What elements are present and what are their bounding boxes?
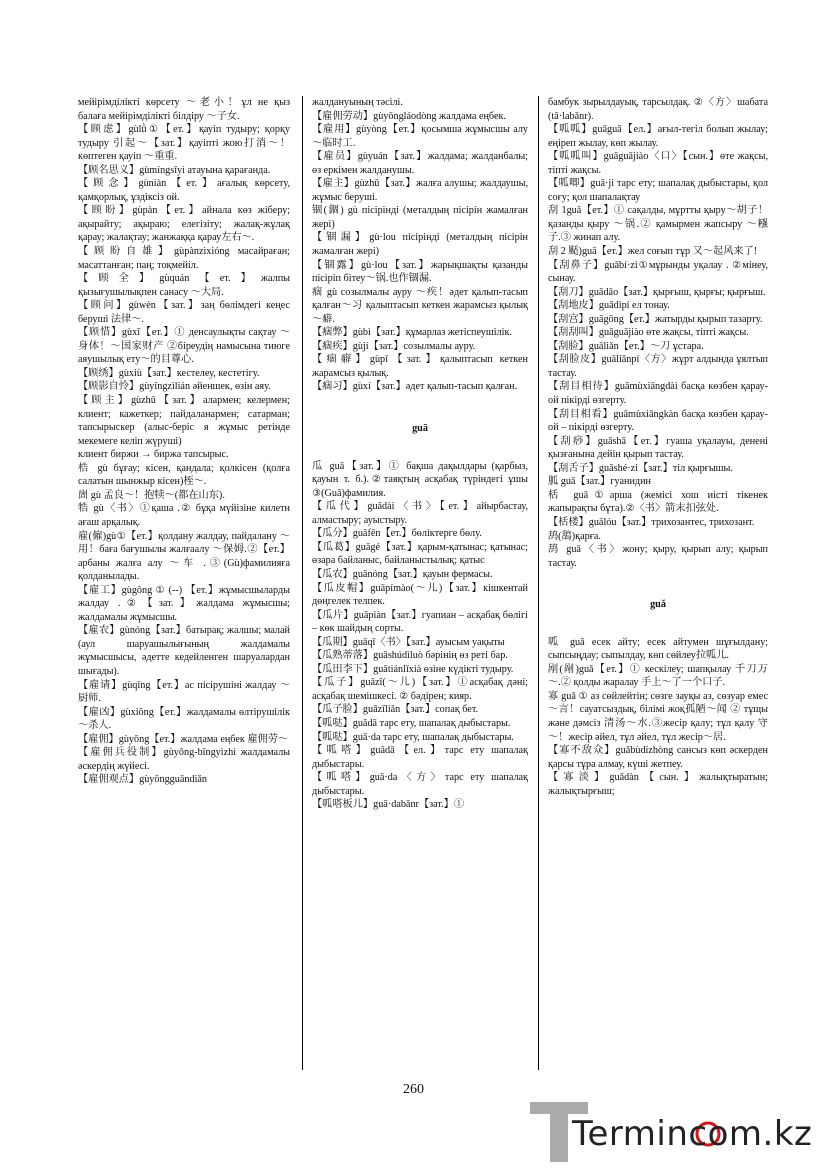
dictionary-entry: 刮 1guā【ет.】① сақалды, мұртты қыру～胡子！қазанды қыру ～锅.② қамырмен жапсыру ～糨子.③ жинап алу. (548, 205, 768, 244)
dictionary-entry: 【顾问】gùwèn【зат.】заң бөлімдегі кеңес беруші 法律～. (78, 300, 290, 325)
dictionary-entry: 【锢漏】gù·lou пісірінді (металдың пісірін жамалған жері) (312, 232, 528, 258)
dictionary-entry: 【雇凶】gùxiōng【ет.】жалдамалы өлтірушілік ～杀人. (78, 706, 290, 732)
dictionary-entry: 【刮目相看】guāmùxiāngkàn басқа көзбен қарау- ой – пікірді өзгерту. (548, 408, 768, 434)
dictionary-entry: 【痼弊】gùbì【зат.】құмарлаз жетіспеушілік. (312, 327, 512, 339)
column-3 (548, 96, 768, 798)
dictionary-entry: 【顾全】gùquán【ет.】жалпы қызығушылықпен санасу ～大局. (78, 273, 290, 298)
dictionary-entry: 【痼癖】gùpǐ【зат.】қалыптасып кеткен жарамсыз қылық. (312, 354, 528, 379)
dictionary-entry: 【瓜子脸】guāzǐliǎn【зат.】сопақ бет. (312, 704, 479, 716)
dictionary-entry: 【雇佣观点】gùyōngguāndiǎn (78, 774, 208, 786)
dictionary-entry: 栝 guā①арша (жемісі хош иісті тікенек жапырақты бұта).②〈书〉箭末扣弦处. (548, 489, 768, 515)
section-heading: guā (412, 423, 428, 435)
dictionary-entry: 【瓜片】guāpiàn【зат.】гуапиан – асқабақ бөлігі – көк шайдың сорты. (312, 609, 528, 635)
dictionary-entry: 【雇工】gùgōng ① (--) 【ет.】жұмысшыларды жалдау .②【зат.】жалдама жұмысшы; жалдамалы жұмысшы. (78, 584, 290, 623)
dictionary-entry: 【呱哒】guādā тарс ету, шапалақ дыбыстары. (312, 717, 511, 729)
page-number: 260 (403, 1082, 424, 1097)
dictionary-entry: 【雇用】gùyòng【ет.】қосымша жұмысшы алу～临时工. (312, 124, 528, 149)
logo-text: Termincom.kz (572, 1114, 813, 1154)
dictionary-entry: 【瓜熟蒂落】guāshúdìluò бәрінің өз реті бар. (312, 650, 508, 662)
column-divider-1 (302, 96, 303, 1070)
dictionary-entry: 【瓜葛】guāgé【зат.】қарым-қатынас; қатынас; өзара байланыс, байланыстылық; қатыс (312, 541, 528, 567)
dictionary-entry: 【瓜子】guāzǐ(～儿)【зат.】①асқабақ дәні; асқабақ шемішкесі. ② бәдірен; кияр. (312, 677, 528, 702)
dictionary-entry: 【刮舌子】guāshé·zi【зат.】тіл қырғышы. (548, 462, 733, 474)
dictionary-entry: 痼 gù созылмалы ауру ～疾！әдет қалып-тасып қалған～习 қалыптасып кеткен жарамсыз қылық ～癖. (312, 286, 528, 325)
termincom-logo[interactable] (530, 1098, 820, 1168)
dictionary-entry: 刮 2 颳)guā【ет.】жел соғып тұр 又～起风来了! (548, 246, 758, 258)
dictionary-entry: 【雇请】gùqǐng【ет.】ас пісірушіні жалдау ～厨师. (78, 679, 290, 705)
dictionary-entry: 【刮地皮】guādìpí ел тонау. (548, 300, 670, 312)
dictionary-entry: 【寡不敌众】guǎbùdízhòng сансыз көп әскерден қарсы тұра алмау, күші жетпеу. (548, 745, 768, 770)
dictionary-entry: 崮 gù 孟良～！抱犊～(都在山东). (78, 489, 225, 501)
section-heading: guǎ (650, 599, 666, 611)
dictionary-entry: 【雇佣兵役制】gùyōng-bīngyìzhì жалдамалы әскердің жүйесі. (78, 747, 290, 772)
dictionary-entry: 雇(僱)gù①【ет.】қолдану жалдау, пайдалану ～用！бағa бағушылы жалғаалу ～保姆.②【ет.】арбаны жалға алу ～车 .③(Gù)фамилияға қолданылады. (78, 530, 290, 583)
dictionary-entry: 【刮脸皮】guāliǎnpí〈方〉жұрт алдында ұялтып тастау. (548, 354, 768, 379)
dictionary-entry: клиент биржи → биржа тапсырыс. (78, 449, 229, 461)
dictionary-entry: 呱 guǎ есек айту; есек айтумен шұғылдану; сыпсыңдау; сыпылдау, көп сөйлеу拉呱儿. (548, 636, 768, 662)
dictionary-entry: 【顾绣】gùxiù【зат.】кестелеу, кестетігу. (78, 367, 260, 379)
dictionary-entry: 【瓜期】guāqī〈书〉【зат.】ауысым уақыты (312, 636, 505, 648)
dictionary-entry: 【雇佣劳动】gùyōngláodòng жалдама еңбек. (312, 110, 506, 122)
dictionary-entry: 【刮刮叫】guāguājiào өте жақсы, тіпті жақсы. (548, 327, 749, 339)
dictionary-entry: 【雇农】gùnóng【зат.】батырақ; жалшы; малай (аул шаруашылығының жалдамалы жұмысшысы, әдетте кедейленген шаруалардан шығады). (78, 625, 290, 677)
dictionary-entry: 牿 gù〈书〉①қаша .② бұқа мүйізіне килетн ағаш арқалық. (78, 503, 290, 528)
dictionary-entry: 【雇主】gùzhǔ【зат.】жалға алушы; жалдаушы, жұмыс беруші. (312, 178, 528, 203)
dictionary-entry: 【雇员】gùyuán【зат.】жалдама; жалданбалы; өз еркімен жалданушы. (312, 151, 528, 176)
dictionary-entry: жалдануының тәсілі. (312, 97, 403, 108)
dictionary-entry: 鸹 guā〈书〉жону; қыру, қырып алу; қырып тастау. (548, 544, 768, 569)
dictionary-entry: 【瓜农】guānóng【зат.】қауын фермасы. (312, 568, 493, 580)
dictionary-entry: 【呱呱叫】guāguājiào〈口〉【сын.】өте жақсы, тіпті жақсы. (548, 151, 768, 176)
dictionary-entry: 胍 guā【зат.】гуанидин (548, 476, 651, 488)
dictionary-entry: 【瓜分】guāfēn【ет.】бөліктерге бөлу. (312, 528, 482, 540)
dictionary-entry: 剐(剮)guǎ【ет.】① кескілеу; шапқылау 千刀万～.② қолды жаралау 手上～了一个口子. (548, 663, 768, 689)
dictionary-entry: 【痼习】gùxí【зат.】әдет қалып-тасып қалған. (312, 381, 518, 393)
dictionary-entry: мейірімділікті көрсету ～老小！ұл не қыз балаға мейірімділікті білдіру ～子女. (78, 97, 290, 122)
dictionary-entry: 【刮脸】guāliǎn【ет.】～刀 ұстара. (548, 340, 704, 352)
dictionary-entry: 【寡淡】guǎdàn【сын.】жалықтыратын; жалықтырғыш; (548, 772, 768, 797)
dictionary-entry: 【顾影自怜】gùyǐngzìlián әйеншек, өзін аяу. (78, 381, 271, 393)
dictionary-entry: 【刮宫】guāgōng【ет.】жатырды қырып тазарту. (548, 313, 763, 325)
column-2 (312, 96, 528, 812)
dictionary-entry: 【顾惜】gùxī【ет.】① денсаулықты сақтау ～身体！～国家财产 ②біреудің намысына тиюге аяушылық ету～的目尊心. (78, 327, 290, 366)
column-1 (78, 96, 290, 787)
dictionary-entry: 【刮痧】guāshā【ет.】гуаша уқалауы, денені қызғанына дейін қырып тастау. (548, 435, 768, 461)
dictionary-entry: 【呱呱】guāguā【ел.】ағыл-тегіл болып жылау; еңіреп жылау, көп жылау. (548, 124, 768, 149)
dictionary-entry: 【呱嗒】guādā【ел.】тарс ету шапалақ дыбыстары. (312, 745, 528, 770)
dictionary-entry: 瓜 guā【зат.】① бақша дақылдары (қарбыз, қауын т. б.).②таяқтың асқабақ түріндегі ұшы ③(Guā)фамилия. (312, 460, 528, 499)
dictionary-entry: 锢(錮) gù пісірінді (металдың пісірін жамалған жері) (312, 205, 528, 230)
dictionary-entry: 【呱哒】guā·da тарс ету, шапалақ дыбыстары. (312, 731, 514, 743)
dictionary-entry: 【刮鼻子】guābí·zi①мұрынды уқалау . ②мінеу, сынау. (548, 259, 768, 285)
dictionary-entry: 【顾主】gùzhǔ【зат.】алармен; келермен; клиент; кажеткер; пайдаланармен; сатарман; тапсырыскер (алыс-беріс я жұмыс ретінде мекемеге келіп жүруші) (78, 395, 290, 447)
dictionary-entry: 【刮目相待】guāmùxiāngdài басқа көзбен қарау- ой пікірді өзгерту. (548, 381, 768, 407)
column-divider-2 (538, 96, 539, 1070)
dictionary-entry: 寡 guǎ ① аз сөйлейтін; сөзге зауқы аз, сөзуар емес ～言！сауатсыздық, білімі жоқ孤陋～闻 ② тұщы және дәмсіз 清汤～水.③жесір қалу; тұл қалу 守～！жесір әйел, тұл әйел, тұл жесір～居. (548, 690, 768, 743)
dictionary-entry: 【顾盼自雄】gùpànzìxióng масайраған; масаттанған; паң; тоқмейіл. (78, 246, 290, 271)
dictionary-entry: 【顾念】gùniàn【ет.】ағалық көрсету, қамқорлық, ұздіксіз ой. (78, 178, 290, 203)
dictionary-entry: 【痼疾】gùjí【зат.】созылмалы ауру. (312, 340, 476, 352)
dictionary-entry: 【锢露】gù·lou【зат.】жарықшақты қазанды пісіріп бітеу～锅.也作锢漏. (312, 259, 528, 285)
dictionary-entry: 梏 gù бұғау; кісен, қандала; қолкісен (қолға салатын шынжыр кісен)桎～. (78, 462, 290, 488)
dictionary-entry: 【瓜代】guādài〈书〉【ет.】айырбастау, алмастыру; ауыстыру. (312, 501, 528, 526)
dictionary-entry: 【瓜田李下】guātiánlǐxià өзіне күдікті тудыру. (312, 663, 514, 675)
dictionary-entry: 【呱嗒】guā·da〈方〉тарс ету шапалақ дыбыстары. (312, 772, 528, 797)
dictionary-entry: 【栝楼】guālóu【зат.】трихозантес, трихозант. (548, 516, 755, 528)
dictionary-entry: 【顾名思义】gùmíngsīyì атауына қарағанда. (78, 164, 271, 176)
dictionary-entry: 【刮刀】guādāo【зат.】қырғыш, қырғы; қырғыш. (548, 286, 766, 298)
dictionary-entry: 【雇佣】gùyōng【ет.】жалдама еңбек 雇佣劳～ (78, 733, 289, 745)
dictionary-entry: 【瓜皮帽】guāpímào(～儿)【зат.】кішкентай дөңгелек телпек. (312, 582, 528, 608)
dictionary-entry: бамбук зырылдауық, тарсылдақ. ②〈方〉шабата (tā·labǎnr). (548, 97, 768, 122)
dictionary-entry: 【顾虑】gùlǜ①【ет.】қауіп тудыру; қорқу тудыру 引起～【зат.】қауіпті жою打消～！көптеген қауіп ～重重. (78, 124, 290, 163)
dictionary-entry: 【呱嗒板儿】guā·dabǎnr【зат.】① (312, 799, 465, 811)
dictionary-entry: 【顾盼】gùpàn【ет.】айнала көз жіберу; ақырайту; ақыраю; елегізіту; жалақ-жұлақ қарау; жалақтау; жанжаққа қарау左右～. (78, 205, 290, 244)
dictionary-entry: 鸹(鴰)қарға. (548, 530, 601, 542)
dictionary-entry: 【呱唧】guā·ji тарс ету; шапалақ дыбыстары, қол соғу; қол шапалақтау (548, 178, 768, 203)
